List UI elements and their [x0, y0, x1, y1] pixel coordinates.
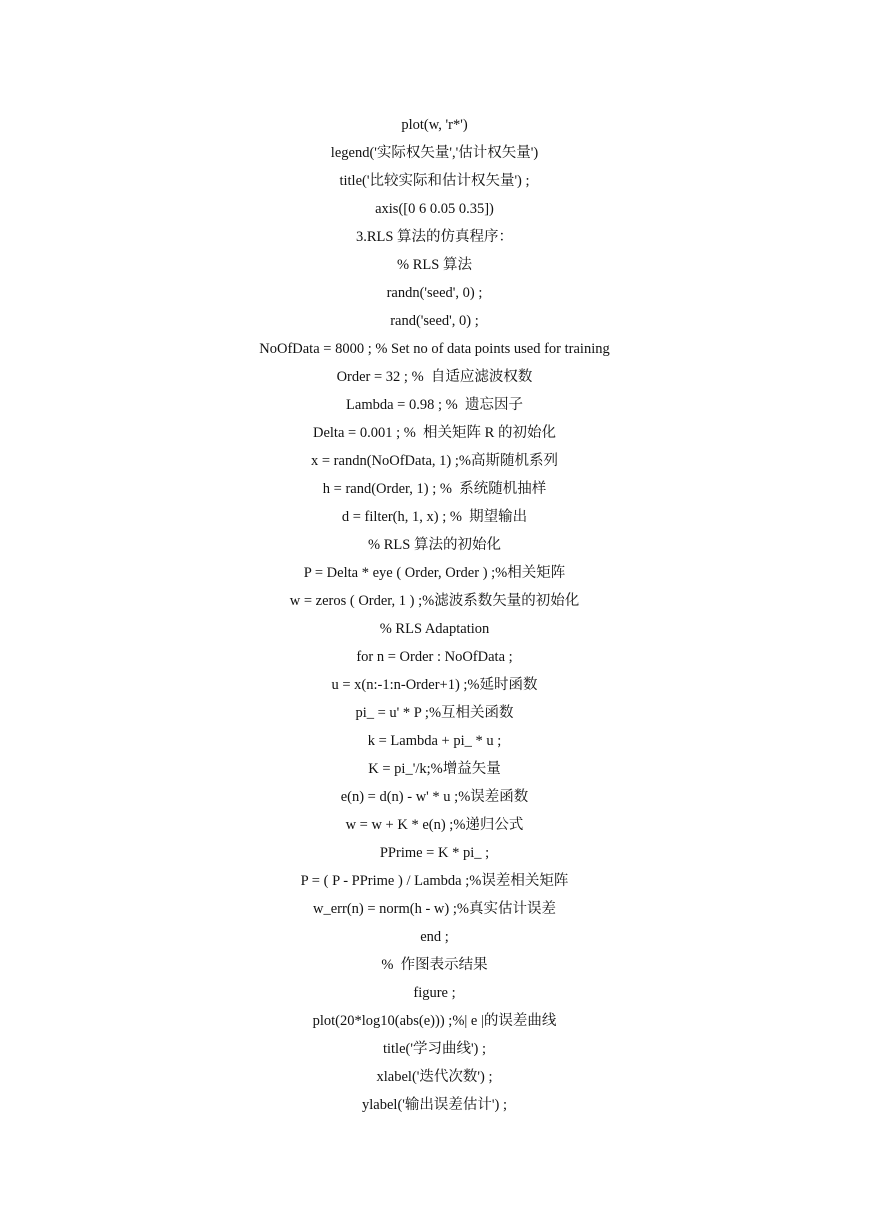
code-line: P = ( P - PPrime ) / Lambda ;%误差相关矩阵 — [300, 873, 569, 889]
code-line: % RLS Adaptation — [379, 621, 490, 637]
code-line: w = zeros ( Order, 1 ) ;%滤波系数矢量的初始化 — [289, 593, 580, 609]
code-line: x = randn(NoOfData, 1) ;%高斯随机系列 — [311, 453, 558, 469]
code-line: d = filter(h, 1, x) ; % 期望输出 — [341, 509, 528, 525]
code-line: % RLS 算法的初始化 — [368, 537, 501, 553]
code-line: title('学习曲线') ; — [382, 1041, 487, 1057]
code-line: rand('seed', 0) ; — [390, 313, 479, 329]
code-line: legend('实际权矢量','估计权矢量') — [330, 145, 539, 161]
code-line: end ; — [420, 929, 449, 945]
code-line: Delta = 0.001 ; % 相关矩阵 R 的初始化 — [313, 425, 556, 441]
code-line: PPrime = K * pi_ ; — [379, 845, 490, 861]
code-line: P = Delta * eye ( Order, Order ) ;%相关矩阵 — [303, 565, 566, 581]
code-line: figure ; — [413, 985, 456, 1001]
code-line: u = x(n:-1:n-Order+1) ;%延时函数 — [331, 677, 538, 693]
code-line: k = Lambda + pi_ * u ; — [367, 733, 502, 749]
code-line: Order = 32 ; % 自适应滤波权数 — [336, 369, 533, 385]
code-line: NoOfData = 8000 ; % Set no of data points used for training — [259, 341, 610, 357]
code-line: w = w + K * e(n) ;%递归公式 — [345, 817, 524, 833]
code-line: e(n) = d(n) - w' * u ;%误差函数 — [340, 789, 529, 805]
code-line: plot(20*log10(abs(e))) ;%| e |的误差曲线 — [312, 1013, 557, 1029]
code-listing — [0, 111, 869, 1119]
code-line: randn('seed', 0) ; — [386, 285, 483, 301]
code-line: axis([0 6 0.05 0.35]) — [375, 201, 494, 217]
code-line: title('比较实际和估计权矢量') ; — [339, 173, 530, 189]
code-line: % RLS 算法 — [397, 257, 472, 273]
code-line: ylabel('输出误差估计') ; — [362, 1097, 507, 1113]
code-line: plot(w, 'r*') — [401, 117, 468, 133]
code-line: h = rand(Order, 1) ; % 系统随机抽样 — [322, 481, 547, 497]
code-line: w_err(n) = norm(h - w) ;%真实估计误差 — [313, 901, 556, 917]
code-line: % 作图表示结果 — [381, 957, 488, 973]
code-line: Lambda = 0.98 ; % 遗忘因子 — [346, 397, 523, 413]
section-heading: 3.RLS 算法的仿真程序： — [355, 229, 514, 245]
code-line: K = pi_'/k;%增益矢量 — [368, 761, 501, 777]
code-line: pi_ = u' * P ;%互相关函数 — [355, 705, 514, 721]
code-line: xlabel('迭代次数') ; — [376, 1069, 493, 1085]
code-line: for n = Order : NoOfData ; — [356, 649, 513, 665]
